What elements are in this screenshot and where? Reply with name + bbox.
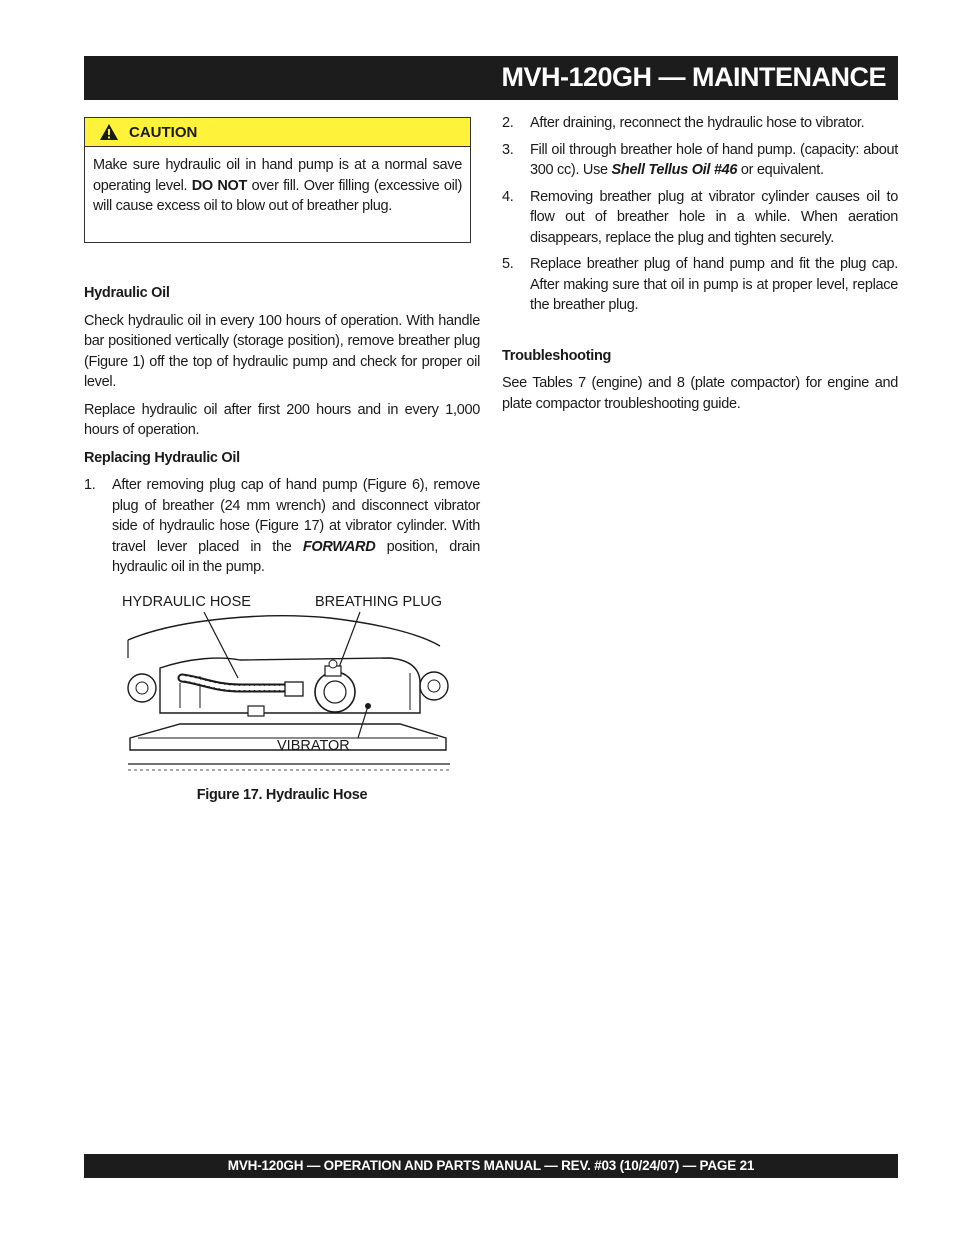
- step-5-number: 5.: [502, 256, 514, 272]
- figure-label-plug: BREATHING PLUG: [315, 594, 443, 610]
- caution-text-part-2: over fill. Over filling (excessive oil) will cause excess oil to blow out of breather plug.: [93, 177, 462, 214]
- step-1-bold: FORWARD: [302, 538, 376, 555]
- step-3-text-b: or equivalent.: [737, 162, 824, 178]
- step-1-text-b: position, drain hydraulic oil in the pump.: [112, 538, 480, 575]
- caution-text-bold: DO NOT: [191, 177, 248, 194]
- figure-caption: Figure 17. Hydraulic Hose: [196, 787, 368, 803]
- troubleshooting-text: See Tables 7 (engine) and 8 (plate compactor) for engine and plate compactor troubleshooting guide.: [502, 375, 898, 412]
- right-column: [502, 113, 898, 414]
- step-4-number: 4.: [502, 188, 514, 205]
- caution-box: [84, 117, 471, 243]
- step-3-bold: Shell Tellus Oil #46: [611, 162, 738, 178]
- footer-text: MVH-120GH — OPERATION AND PARTS MANUAL — REV. #03 (10/24/07) — PAGE 21: [227, 1158, 755, 1173]
- warning-triangle-icon: [99, 123, 119, 141]
- step-4-text: Removing breather plug at vibrator cylinder causes oil to flow out of breather hole in a while. When aeration disappears, replace the plug and tighten securely.: [530, 188, 898, 246]
- step-3-text: [530, 140, 898, 181]
- header-bar: [84, 56, 898, 100]
- list-item: [502, 254, 898, 316]
- step-3-number: 3.: [502, 141, 514, 158]
- left-column: [84, 283, 480, 578]
- replacing-heading: Replacing Hydraulic Oil: [84, 449, 240, 466]
- troubleshooting-heading: Troubleshooting: [502, 347, 612, 364]
- step-2-number: 2.: [502, 115, 514, 131]
- step-1-text-a: After removing plug cap of hand pump (Figure 6), remove plug of breather (24 mm wrench) and disconnect vibrator side of hydraulic hose (Figure 17) at vibrator cylinder. With travel lever placed in the: [112, 477, 480, 555]
- hydraulic-oil-para-2: Replace hydraulic oil after first 200 hours and in every 1,000 hours of operation.: [84, 401, 480, 438]
- hydraulic-oil-heading: Hydraulic Oil: [84, 285, 170, 301]
- figure-label-vibrator: VIBRATOR: [277, 738, 350, 754]
- step-5-text: Replace breather plug of hand pump and fit the plug cap. After making sure that oil in pump is at proper level, replace the breather plug.: [530, 256, 898, 313]
- step-1-number: 1.: [84, 477, 96, 493]
- hydraulic-oil-para-1: Check hydraulic oil in every 100 hours of operation. With handle bar positioned vertically (storage position), remove breather plug (Figure 1) off the top of hydraulic pump and check for proper oil level.: [84, 312, 480, 390]
- list-item: [502, 113, 898, 134]
- hydraulic-hose-figure: [120, 588, 456, 778]
- step-2-text: After draining, reconnect the hydraulic hose to vibrator.: [530, 115, 865, 131]
- list-item: [502, 140, 898, 181]
- step-3-text-a: Fill oil through breather hole of hand pump. (capacity: about 300 cc). Use: [530, 141, 898, 178]
- caution-text-part-1: Make sure hydraulic oil in hand pump is at a normal save operating level.: [93, 157, 462, 194]
- figure-label-hose: HYDRAULIC HOSE: [122, 594, 251, 610]
- caution-label: CAUTION: [129, 123, 198, 141]
- page-title: MVH-120GH — MAINTENANCE: [501, 62, 886, 92]
- list-item: [502, 187, 898, 249]
- caution-header: [85, 118, 470, 147]
- list-item: [84, 475, 480, 578]
- caution-text: [85, 147, 470, 217]
- footer-bar: [84, 1154, 898, 1178]
- step-1-text: [112, 475, 480, 578]
